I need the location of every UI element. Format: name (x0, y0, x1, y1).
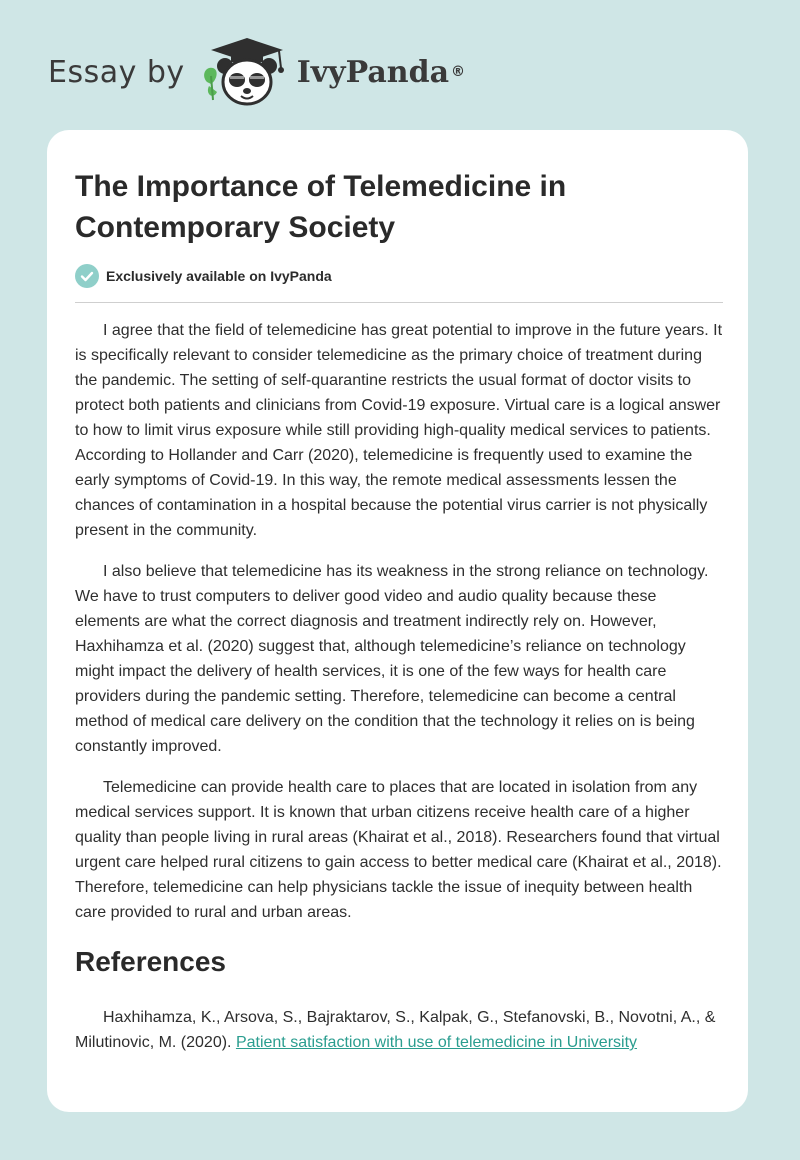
divider (75, 302, 723, 303)
brand-name[interactable]: IvyPanda (296, 54, 450, 90)
reference-text: Haxhihamza, K., Arsova, S., Bajraktarov, S., Kalpak, G., Stefanovski, B., Novotni, A., & Milutinovic, M. (2020). (75, 1009, 716, 1051)
panda-logo-icon[interactable] (199, 36, 291, 108)
essay-body (75, 318, 723, 1055)
brand-header (48, 36, 465, 108)
paragraph-2: I also believe that telemedicine has its weakness in the strong reliance on technology. We have to trust computers to deliver good video and audio quality because these elements are what the correct diagnosis and treatment indirectly rely on. However, Haxhihamza et al. (2020) suggest that, although telemedicine’s reliance on technology might impact the delivery of health services, it is one of the few ways for health care providers during the pandemic setting. Therefore, telemedicine can become a central method of medical care delivery on the condition that the technology it relies on is being constantly improved. (75, 563, 709, 755)
paragraph-1: I agree that the field of telemedicine has great potential to improve in the future years. It is specifically relevant to consider telemedicine as the primary choice of treatment during the pandemic. The setting of self-quarantine restricts the usual format of doctor visits to protect both patients and clinicians from Covid-19 exposure. Virtual care is a logical answer to how to limit virus exposure while still providing high-quality medical services to patients. According to Hollander and Carr (2020), telemedicine is frequently used to examine the early symptoms of Covid-19. In this way, the remote medical assessments lessen the chances of contamination in a hospital because the potential virus carrier is not physically present in the community. (75, 322, 723, 539)
check-circle-icon (75, 264, 99, 288)
reference-item (75, 1005, 723, 1055)
paragraph-3: Telemedicine can provide health care to places that are located in isolation from any medical services support. It is known that urban citizens receive health care of a higher quality than people living in rural areas (Khairat et al., 2018). Researchers found that virtual urgent care helped rural citizens to gain access to better medical care (Khairat et al., 2018). Therefore, telemedicine can help physicians tackle the issue of inequity between health care provided to rural and urban areas. (75, 779, 722, 921)
essay-card (47, 130, 748, 1112)
reference-link[interactable]: Patient satisfaction with use of telemedicine in University (235, 1034, 638, 1051)
exclusive-label: Exclusively available on IvyPanda (106, 268, 332, 284)
page-title: The Importance of Telemedicine in Contemporary Society (75, 170, 567, 244)
exclusive-badge (75, 264, 332, 288)
registered-mark: ® (451, 64, 466, 80)
references-heading: References (75, 946, 226, 977)
brand-prefix: Essay by (48, 54, 185, 90)
